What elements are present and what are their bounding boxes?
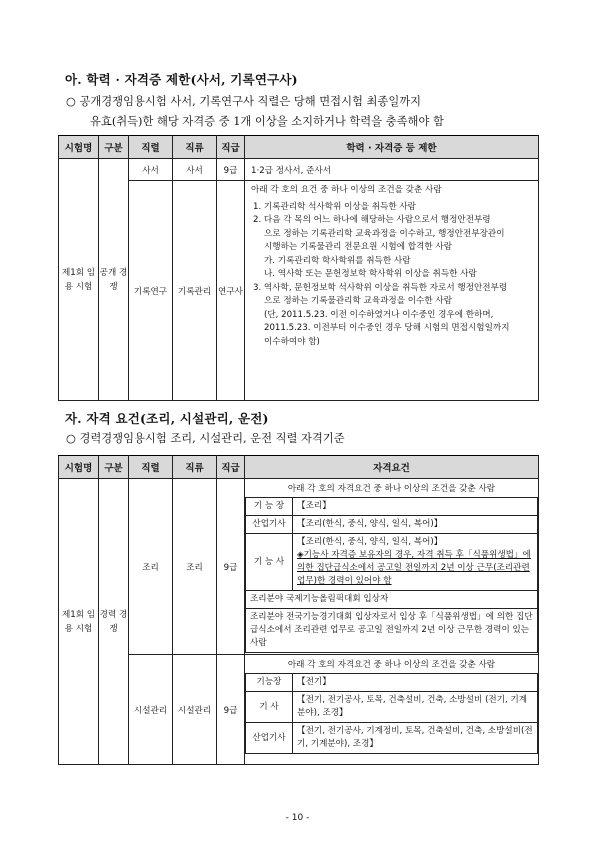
cook-industrial-value: 【조리(한식, 중식, 양식, 일식, 복어)】 [293,516,538,534]
requirement-line: 이수하여야 함) [264,336,320,347]
table-header-row [59,136,539,159]
category-cell: 경력 경쟁 [99,479,129,765]
header-grade: 직급 [217,136,245,159]
requirement-line: 으로 정하는 기록관리학 교육과정을 이수하고, 행정안전부장관이 [264,228,505,239]
requirement-cell [245,479,539,655]
requirement-intro: 아래 각 호의 요건 중 하나 이상의 조건을 갖춘 사람 [251,185,442,195]
requirement-line: 나. 역사학 또는 문헌정보학 학사학위 이상을 취득한 사람 [264,269,477,279]
requirement-line: 2011.5.23. 이전부터 이수중인 경우 당해 시험의 면접시험일까지 [264,323,510,333]
grade-cell: 연구사 [217,181,245,401]
header-requirement: 학력 · 자격증 등 제한 [245,136,539,159]
list-item [246,723,538,754]
series-cell: 기록연구 [129,181,173,401]
requirement-line: 시행하는 기록물관리 전문요원 시험에 합격한 사람 [264,242,452,252]
section-a-note-line2: 유효(취득)한 해당 자격증 중 1개 이상을 소지하거나 학력을 충족해야 함 [90,115,444,128]
list-item [246,516,538,534]
header-series: 직렬 [129,136,173,159]
section-a-table [58,135,539,401]
list-item [246,692,538,723]
header-class: 직류 [173,456,217,479]
section-a-heading: 아. 학력 · 자격증 제한(사서, 기록연구사) [65,72,298,87]
header-exam: 시험명 [59,136,99,159]
requirement-line: (단, 2011.5.23. 이전 이수하였거나 이수중인 경우에 한하며, [264,309,494,320]
section-a-note [66,92,444,132]
grade-cell: 9급 [217,655,245,765]
header-requirement: 자격요건 [245,456,539,479]
list-item [246,591,538,609]
facility-industrial-value: 【전기, 전기공사, 기계정비, 토목, 건축설비, 건축, 소방설비(전기, 기계분야), 조경】 [293,723,538,754]
series-cell: 사서 [129,159,173,181]
facility-industrial-label: 산업기사 [246,723,293,754]
requirement-line: 으로 정하는 기록물관리학 교육과정을 이수한 사람 [264,296,452,306]
facility-master-value: 【전기】 [293,674,538,692]
grade-cell: 9급 [217,159,245,181]
table-row [59,479,539,655]
table-row [59,159,539,181]
class-cell: 기록관리 [173,181,217,401]
requirement-line: 3. 역사학, 문헌정보학 석사학위 이상을 취득한 자로서 행정안전부령 [253,282,508,293]
header-class: 직류 [173,136,217,159]
cook-master-value: 【조리】 [293,498,538,516]
list-item [246,534,538,591]
section-b-heading: 자. 자격 요건(조리, 시설관리, 운전) [65,411,269,426]
category-cell: 공개 경쟁 [99,159,129,401]
facility-intro: 아래 각 호의 자격요건 중 하나 이상의 조건을 갖춘 사람 [287,660,496,670]
list-item [246,609,538,653]
facility-master-label: 기능장 [246,674,293,692]
section-a-note-line1: ○ 공개경쟁임용시험 사서, 기록연구사 직렬은 당해 면접시험 최종일까지 [66,95,422,108]
requirement-line: 1. 기록관리학 석사학위 이상을 취득한 사람 [253,201,416,212]
requirement-line: 가. 기록관리학 학사학위를 취득한 사람 [264,255,411,266]
section-b-note: ○ 경력경쟁임용시험 조리, 시설관리, 운전 직렬 자격기준 [66,432,345,445]
cook-national: 조리분야 전국기능경기대회 입상자로서 입상 후「식품위생법」에 의한 집단급식소에서 조리관련 업무로 공고일 전일까지 2년 이상 근무한 경력이 있는 사람 [246,609,538,653]
grade-cell: 9급 [217,479,245,655]
exam-name-cell: 제1회 임용 시험 [59,479,99,765]
header-exam: 시험명 [59,456,99,479]
facility-qualification-table [245,673,538,754]
class-cell: 조리 [173,479,217,655]
table-row [59,181,539,401]
facility-engineer-label: 기 사 [246,692,293,723]
cook-tech-value: 【조리(한식, 중식, 양식, 일식, 복어)】 [297,537,443,547]
page-number: - 10 - [285,813,310,823]
table-row [59,655,539,765]
requirement-cell [245,181,539,401]
section-b-table [58,455,539,765]
series-cell: 시설관리 [129,655,173,765]
requirement-cell [245,655,539,765]
cook-tech-values [293,534,538,591]
requirement-cell: 1·2급 정사서, 준사서 [245,159,539,181]
table-header-row [59,456,539,479]
class-cell: 사서 [173,159,217,181]
series-cell: 조리 [129,479,173,655]
list-item [246,674,538,692]
cook-intro: 아래 각 호의 자격요건 중 하나 이상의 조건을 갖춘 사람 [287,484,496,494]
header-category: 구분 [99,456,129,479]
class-cell: 시설관리 [173,655,217,765]
cook-tech-label: 기 능 사 [246,534,293,591]
cook-qualification-table [245,497,538,653]
cook-master-label: 기 능 장 [246,498,293,516]
list-item [246,498,538,516]
facility-engineer-value: 【전기, 전기공사, 토목, 건축설비, 건축, 소방설비 (전기, 기계분야), 조경】 [293,692,538,723]
cook-industrial-label: 산업기사 [246,516,293,534]
exam-name-cell: 제1회 임용 시험 [59,159,99,401]
header-grade: 직급 [217,456,245,479]
header-series: 직렬 [129,456,173,479]
header-category: 구분 [99,136,129,159]
cook-tech-note: ◈기능사 자격증 보유자의 경우, 자격 취득 후「식품위생법」에 의한 집단급식소에서 공고일 전일까지 2년 이상 근무(조리관련 업무)한 경력이 있어야 함 [297,550,531,586]
requirement-line: 2. 다음 각 목의 어느 하나에 해당하는 사람으로서 행정안전부령 [253,215,491,225]
cook-olympic: 조리분야 국제기능올림픽대회 입상자 [246,591,538,609]
